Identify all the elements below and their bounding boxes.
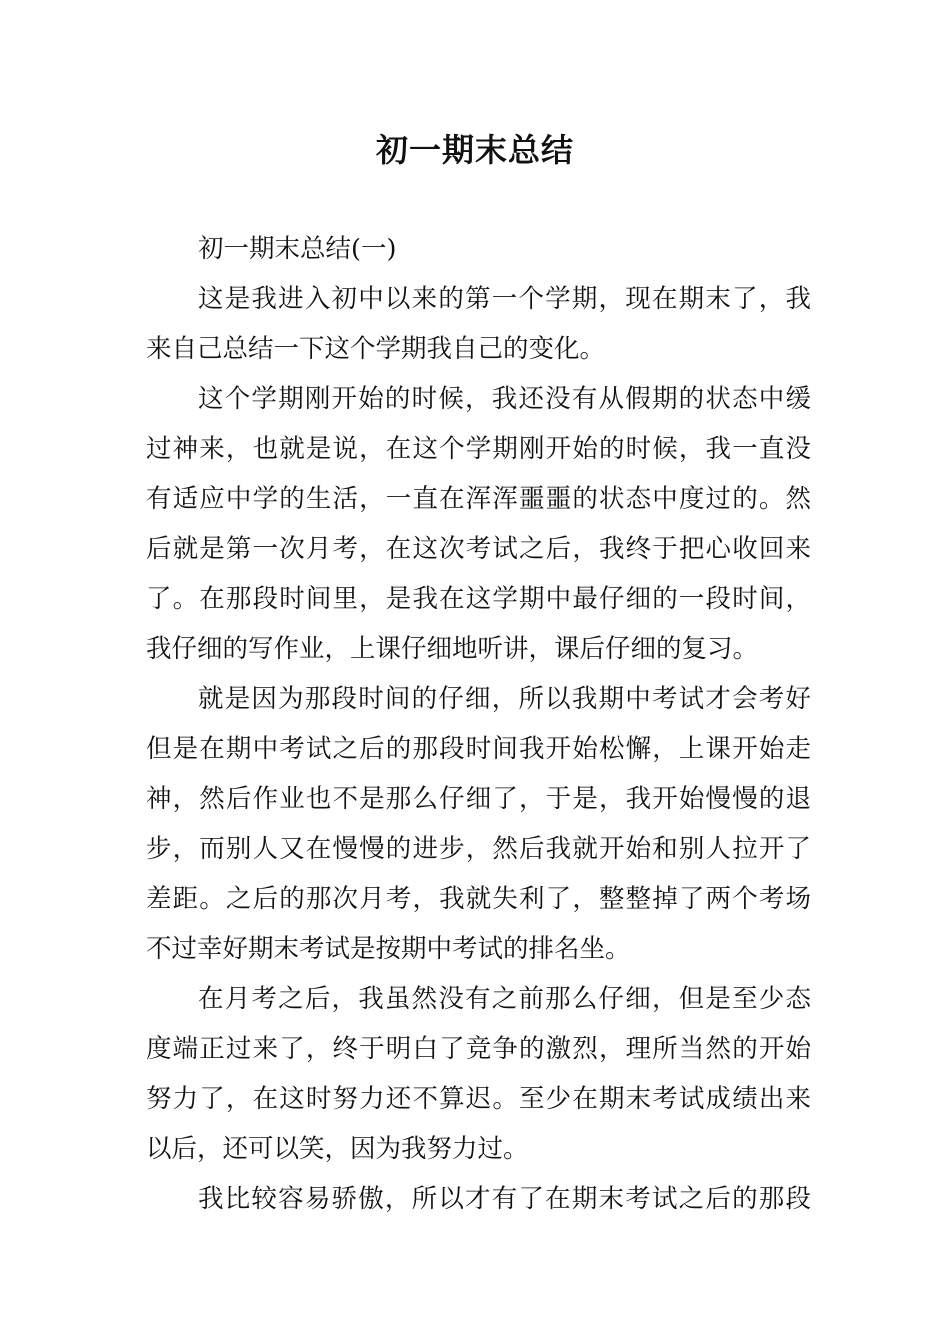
paragraph-5 (146, 1174, 811, 1224)
paragraph-line: 后就是第一次月考，在这次考试之后，我终于把心收回来 (146, 534, 811, 564)
paragraph-line: 这个学期刚开始的时候，我还没有从假期的状态中缓 (198, 384, 811, 414)
paragraph-line: 努力了，在这时努力还不算迟。至少在期末考试成绩出来 (146, 1084, 811, 1114)
paragraph-3 (146, 674, 811, 974)
document-body (146, 224, 811, 1224)
section-heading: 初一期末总结(一) (198, 234, 397, 264)
paragraph-line: 步，而别人又在慢慢的进步，然后我就开始和别人拉开了 (146, 834, 811, 864)
paragraph-line: 神，然后作业也不是那么仔细了，于是，我开始慢慢的退 (146, 784, 811, 814)
paragraph-line: 我仔细的写作业，上课仔细地听讲，课后仔细的复习。 (146, 634, 759, 664)
paragraph-line: 不过幸好期末考试是按期中考试的排名坐。 (146, 934, 631, 964)
paragraph-line: 以后，还可以笑，因为我努力过。 (146, 1134, 529, 1164)
paragraph-2 (146, 374, 811, 674)
paragraph-line: 差距。之后的那次月考，我就失利了，整整掉了两个考场 (146, 884, 811, 914)
paragraph-line: 来自己总结一下这个学期我自己的变化。 (146, 334, 606, 364)
paragraph-4 (146, 974, 811, 1174)
paragraph-line: 我比较容易骄傲，所以才有了在期末考试之后的那段 (198, 1184, 811, 1214)
paragraph-1 (146, 274, 811, 374)
paragraph-line: 就是因为那段时间的仔细，所以我期中考试才会考好 (198, 684, 811, 714)
paragraph-line: 在月考之后，我虽然没有之前那么仔细，但是至少态 (198, 984, 811, 1014)
paragraph-line: 过神来，也就是说，在这个学期刚开始的时候，我一直没 (146, 434, 811, 464)
paragraph-line: 这是我进入初中以来的第一个学期，现在期末了，我 (198, 284, 811, 314)
paragraph-line: 度端正过来了，终于明白了竞争的激烈，理所当然的开始 (146, 1034, 811, 1064)
paragraph-line: 了。在那段时间里，是我在这学期中最仔细的一段时间， (146, 584, 811, 614)
paragraph-line: 有适应中学的生活，一直在浑浑噩噩的状态中度过的。然 (146, 484, 811, 514)
paragraph-line: 但是在期中考试之后的那段时间我开始松懈，上课开始走 (146, 734, 811, 764)
document-title: 初一期末总结 (375, 131, 574, 169)
